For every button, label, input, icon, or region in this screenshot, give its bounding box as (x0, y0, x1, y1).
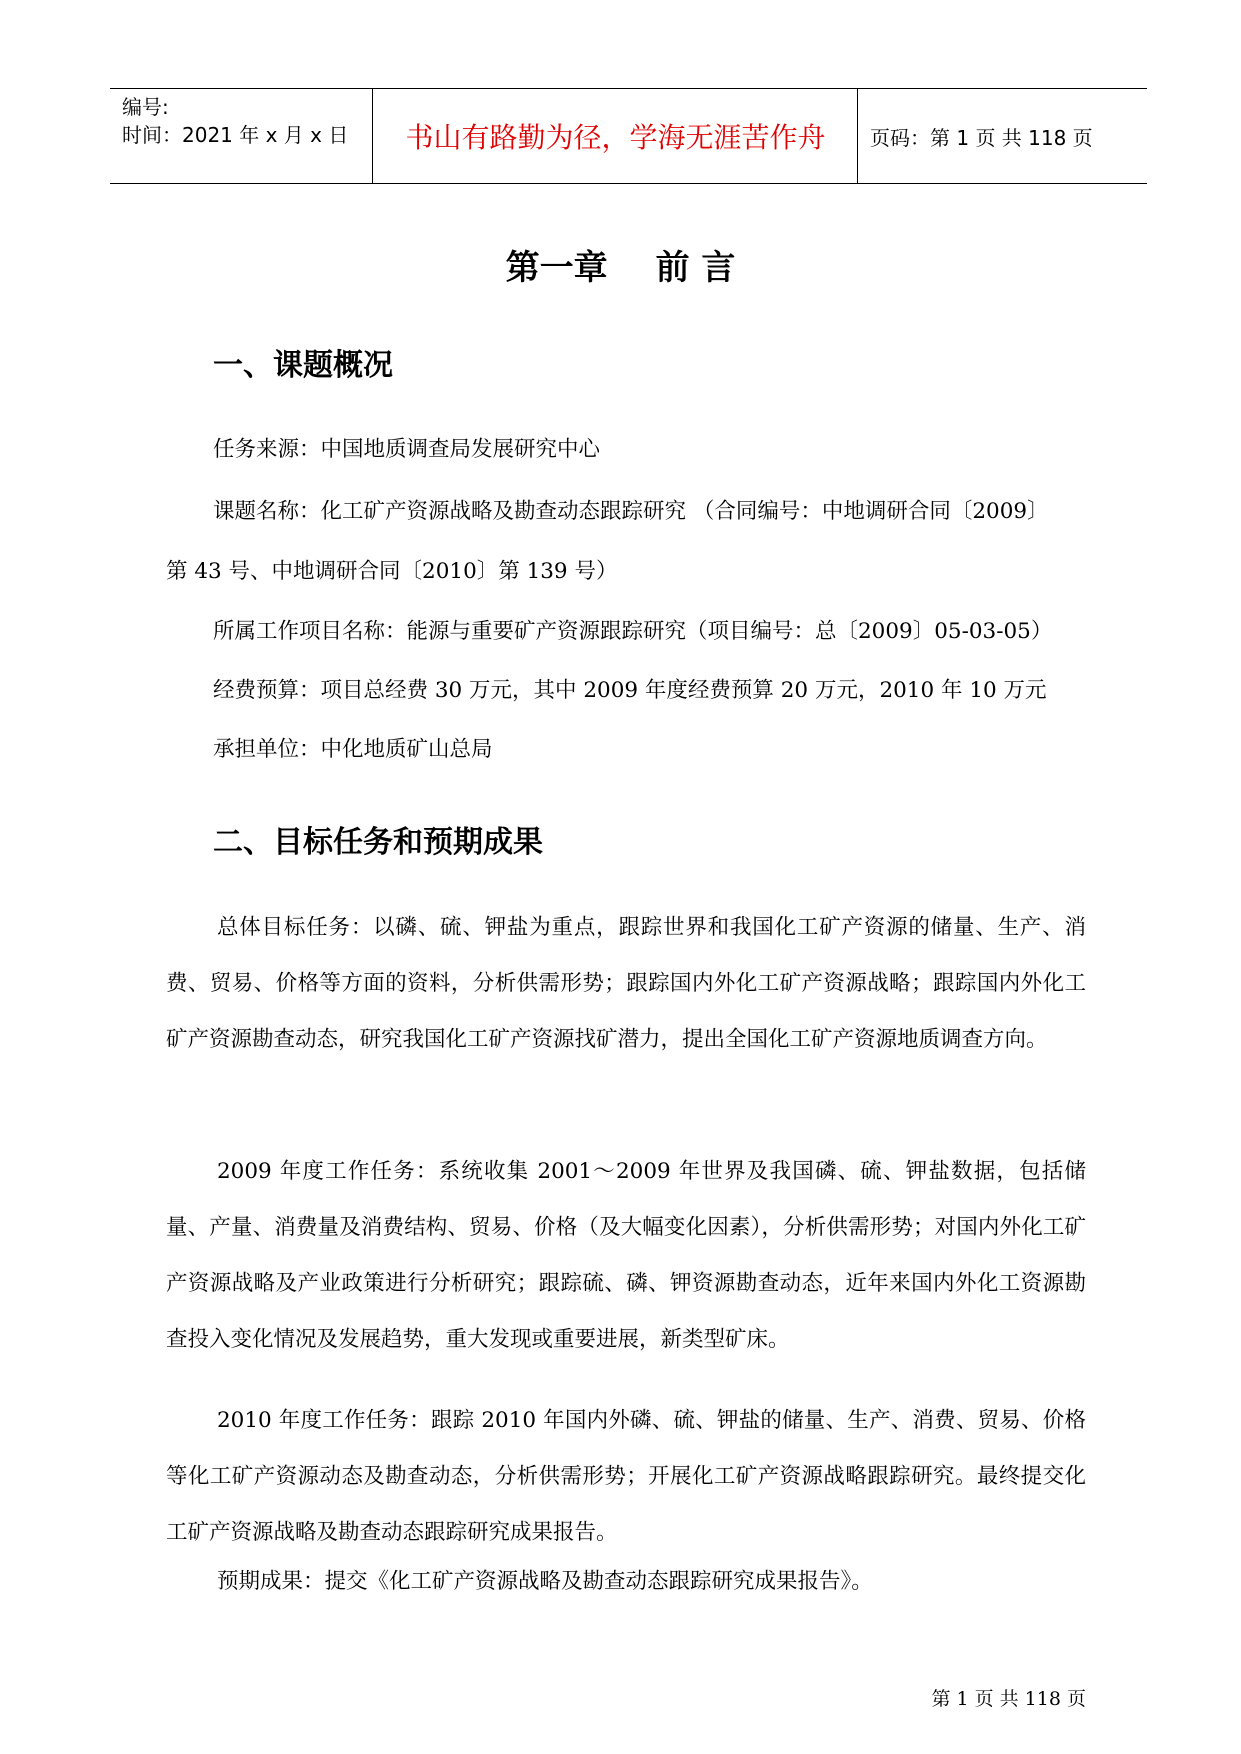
overall-goal-paragraph: 总体目标任务：以磷、硫、钾盐为重点，跟踪世界和我国化工矿产资源的储量、生产、消费、贸易、价格等方面的资料，分析供需形势；跟踪国内外化工矿产资源战略；跟踪国内外化工矿产资源勘查动态，研究我国化工矿产资源找矿潜力，提出全国化工矿产资源地质调查方向。 (166, 915, 1086, 1052)
section-heading: 二、目标任务和预期成果 (213, 825, 543, 860)
header-motto: 书山有路勤为径，学海无涯苦作舟 (405, 121, 826, 154)
task-2010-paragraph: 2010 年度工作任务：跟踪 2010 年国内外磷、硫、钾盐的储量、生产、消费、贸易、价格等化工矿产资源动态及勘查动态，分析供需形势；开展化工矿产资源战略跟踪研究。最终提交化工矿产资源战略及勘查动态跟踪研究成果报告。 (166, 1408, 1086, 1545)
header-divider (857, 89, 858, 183)
topic-name-line2: 第 43 号、中地调研合同〔2010〕第 139 号） (166, 559, 618, 584)
header-number-label: 编号: (122, 95, 169, 119)
chapter-title (0, 240, 1241, 289)
expected-results: 预期成果：提交《化工矿产资源战略及勘查动态跟踪研究成果报告》。 (217, 1569, 873, 1594)
task-source: 任务来源：中国地质调查局发展研究中心 (213, 437, 601, 462)
budget: 经费预算：项目总经费 30 万元，其中 2009 年度经费预算 20 万元，2010 年 10 万元 (213, 678, 1047, 703)
project-name: 所属工作项目名称：能源与重要矿产资源跟踪研究（项目编号：总〔2009〕05-03-05） (213, 619, 1053, 644)
page-footer: 第 1 页 共 118 页 (931, 1688, 1086, 1710)
header-page-label: 页码：第 1 页 共 118 页 (870, 125, 1093, 150)
chapter-title-name: 前 言 (655, 248, 736, 288)
chapter-title-number: 第一章 (505, 248, 608, 288)
task-2009-paragraph: 2009 年度工作任务：系统收集 2001～2009 年世界及我国磷、硫、钾盐数据，包括储量、产量、消费量及消费结构、贸易、价格（及大幅变化因素），分析供需形势；对国内外化工矿产资源战略及产业政策进行分析研究；跟踪硫、磷、钾资源勘查动态，近年来国内外化工资源勘查投入变化情况及发展趋势，重大发现或重要进展，新类型矿床。 (166, 1159, 1086, 1352)
header-table (110, 88, 1147, 184)
header-time-label: 时间：2021 年 x 月 x 日 (122, 123, 349, 147)
undertaking-unit: 承担单位：中化地质矿山总局 (213, 737, 493, 762)
header-divider (372, 89, 373, 183)
topic-name-line1: 课题名称：化工矿产资源战略及勘查动态跟踪研究 （合同编号：中地调研合同〔2009〕 (213, 499, 1049, 524)
section-heading: 一、课题概况 (213, 348, 393, 383)
header-meta (122, 93, 372, 149)
